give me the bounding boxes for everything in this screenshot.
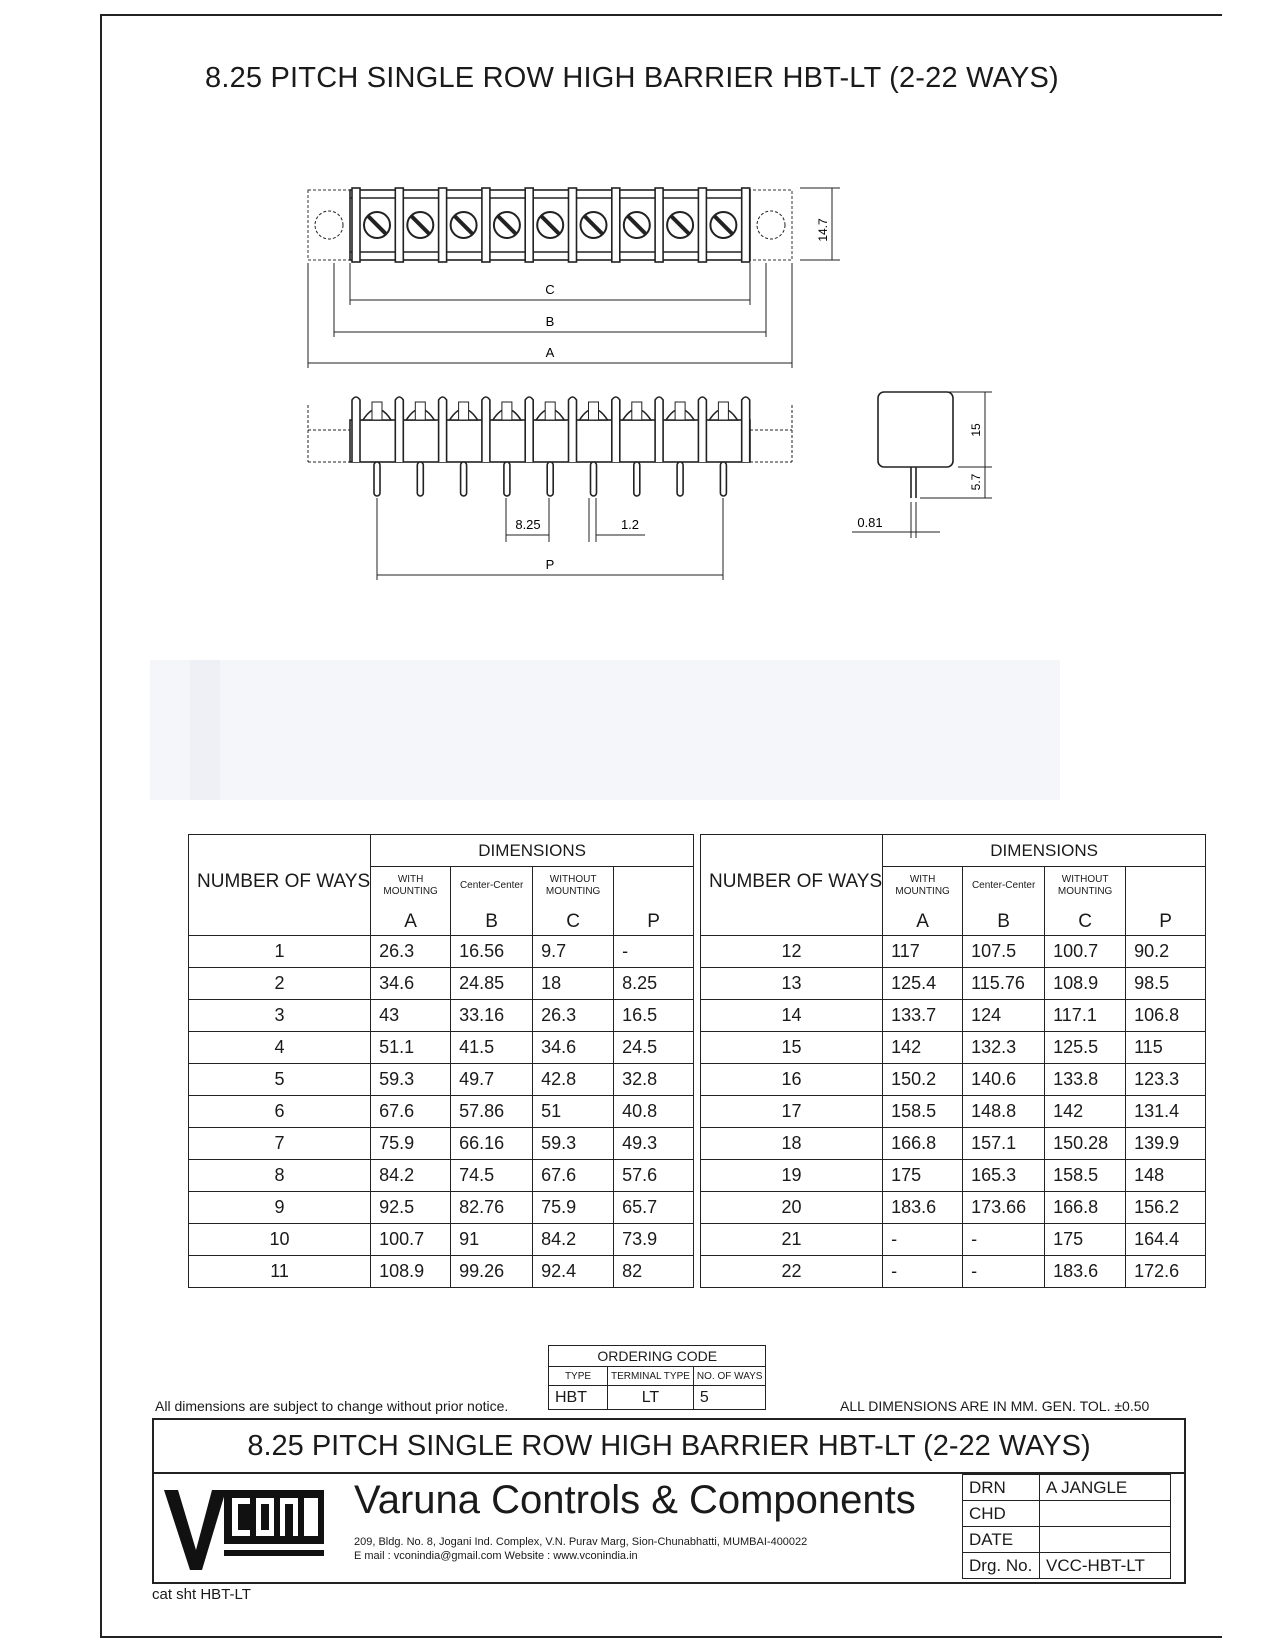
cell-dimension: - [883, 1256, 963, 1288]
cell-dimension: 18 [533, 968, 614, 1000]
cell-dimension: 42.8 [533, 1064, 614, 1096]
cell-dimension: 59.3 [371, 1064, 451, 1096]
table-row [701, 968, 1206, 1000]
cell-number-of-ways: 3 [189, 1000, 371, 1032]
cell-dimension: 26.3 [533, 1000, 614, 1032]
scan-artifact-strip [190, 660, 220, 800]
table-row [701, 1224, 1206, 1256]
table-row [189, 1032, 694, 1064]
cell-dimension: 26.3 [371, 936, 451, 968]
cell-dimension: - [614, 936, 694, 968]
drg-no-label: Drg. No. [963, 1553, 1040, 1579]
cell-dimension: 32.8 [614, 1064, 694, 1096]
cell-number-of-ways: 21 [701, 1224, 883, 1256]
barrier [612, 188, 620, 262]
header-blank [1126, 867, 1206, 906]
cell-number-of-ways: 10 [189, 1224, 371, 1256]
dim-label-b: B [545, 314, 555, 329]
header-without-mounting: WITHOUT MOUNTING [533, 867, 614, 906]
cell-dimension: 115.76 [963, 968, 1045, 1000]
cell-dimension: 148.8 [963, 1096, 1045, 1128]
cell-dimension: 166.8 [1045, 1192, 1126, 1224]
cell-number-of-ways: 11 [189, 1256, 371, 1288]
table-row [701, 1256, 1206, 1288]
table-row [189, 1096, 694, 1128]
terminal-pin [591, 462, 597, 496]
cell-dimension: 117.1 [1045, 1000, 1126, 1032]
cell-dimension: 139.9 [1126, 1128, 1206, 1160]
barrier [569, 188, 577, 262]
ordering-col-ways: NO. OF WAYS [693, 1367, 766, 1386]
barrier [742, 188, 750, 262]
table-row [189, 1192, 694, 1224]
front-view [308, 397, 792, 496]
dimensions-table-right [700, 834, 1206, 1288]
terminal-pin [634, 462, 640, 496]
terminal-pin [677, 462, 683, 496]
date-label: DATE [963, 1527, 1040, 1553]
header-with-mounting: WITH MOUNTING [883, 867, 963, 906]
cell-dimension: 59.3 [533, 1128, 614, 1160]
cell-dimension: 183.6 [883, 1192, 963, 1224]
cell-dimension: 173.66 [963, 1192, 1045, 1224]
vcon-logo [164, 1480, 324, 1572]
dim-height-top: 14.7 [816, 218, 830, 242]
cell-dimension: 150.28 [1045, 1128, 1126, 1160]
terminal-pin [504, 462, 510, 496]
cell-dimension: 124 [963, 1000, 1045, 1032]
cell-number-of-ways: 15 [701, 1032, 883, 1064]
cell-dimension: 107.5 [963, 936, 1045, 968]
header-col-c: C [533, 905, 614, 936]
barrier [352, 188, 360, 262]
terminal-block-drawing [300, 180, 1060, 620]
cell-dimension: 74.5 [451, 1160, 533, 1192]
table-row [701, 1064, 1206, 1096]
table-left-body [189, 936, 694, 1288]
cell-number-of-ways: 5 [189, 1064, 371, 1096]
cell-dimension: 51.1 [371, 1032, 451, 1064]
barrier [525, 188, 533, 262]
cell-dimension: 99.26 [451, 1256, 533, 1288]
catalog-sheet-label: cat sht HBT-LT [152, 1586, 251, 1603]
table-row [189, 1224, 694, 1256]
cell-number-of-ways: 8 [189, 1160, 371, 1192]
cell-dimension: 82.76 [451, 1192, 533, 1224]
company-name: Varuna Controls & Components [354, 1478, 916, 1522]
barrier [482, 188, 490, 262]
cell-dimension: 164.4 [1126, 1224, 1206, 1256]
cell-dimension: 51 [533, 1096, 614, 1128]
cell-dimension: 75.9 [533, 1192, 614, 1224]
cell-number-of-ways: 20 [701, 1192, 883, 1224]
table-row [189, 1256, 694, 1288]
cell-dimension: 175 [1045, 1224, 1126, 1256]
cell-dimension: 16.56 [451, 936, 533, 968]
company-contact: E mail : vconindia@gmail.com Website : www.vconindia.in [354, 1550, 638, 1562]
cell-dimension: 24.5 [614, 1032, 694, 1064]
table-row [189, 1064, 694, 1096]
table-row [701, 936, 1206, 968]
cell-dimension: 49.7 [451, 1064, 533, 1096]
cell-dimension: 165.3 [963, 1160, 1045, 1192]
header-center-center: Center-Center [451, 867, 533, 906]
cell-dimension: 123.3 [1126, 1064, 1206, 1096]
cell-number-of-ways: 6 [189, 1096, 371, 1128]
cell-dimension: - [963, 1256, 1045, 1288]
cell-dimension: 183.6 [1045, 1256, 1126, 1288]
page-title: 8.25 PITCH SINGLE ROW HIGH BARRIER HBT-LT (2-22 WAYS) [205, 62, 1059, 94]
ordering-terminal-value: LT [608, 1386, 694, 1410]
terminal-pin [374, 462, 380, 496]
cell-dimension: 106.8 [1126, 1000, 1206, 1032]
cell-dimension: 148 [1126, 1160, 1206, 1192]
cell-dimension: 125.4 [883, 968, 963, 1000]
revision-table [962, 1474, 1171, 1579]
dim-label-p: P [545, 557, 555, 572]
cell-dimension: 67.6 [371, 1096, 451, 1128]
chd-value [1040, 1501, 1171, 1527]
cell-dimension: 115 [1126, 1032, 1206, 1064]
table-row [189, 1160, 694, 1192]
dim-pin-width: 1.2 [620, 517, 640, 532]
cell-dimension: 142 [883, 1032, 963, 1064]
table-row [189, 1128, 694, 1160]
table-row [701, 1032, 1206, 1064]
cell-number-of-ways: 19 [701, 1160, 883, 1192]
cell-dimension: 91 [451, 1224, 533, 1256]
cell-dimension: 133.7 [883, 1000, 963, 1032]
cell-dimension: 156.2 [1126, 1192, 1206, 1224]
cell-dimension: 9.7 [533, 936, 614, 968]
cell-dimension: 158.5 [1045, 1160, 1126, 1192]
barrier [439, 188, 447, 262]
chd-label: CHD [963, 1501, 1040, 1527]
terminal-pin [547, 462, 553, 496]
cell-number-of-ways: 2 [189, 968, 371, 1000]
table-row [701, 1128, 1206, 1160]
ordering-code-header: ORDERING CODE [549, 1346, 766, 1367]
cell-dimension: 92.4 [533, 1256, 614, 1288]
header-dimensions: DIMENSIONS [371, 835, 694, 867]
table-row [189, 968, 694, 1000]
cell-dimension: 92.5 [371, 1192, 451, 1224]
cell-dimension: 175 [883, 1160, 963, 1192]
barrier [698, 188, 706, 262]
cell-dimension: 100.7 [371, 1224, 451, 1256]
cell-number-of-ways: 14 [701, 1000, 883, 1032]
cell-number-of-ways: 12 [701, 936, 883, 968]
cell-dimension: 133.8 [1045, 1064, 1126, 1096]
header-dimensions: DIMENSIONS [883, 835, 1206, 867]
cell-dimension: 157.1 [963, 1128, 1045, 1160]
cell-number-of-ways: 1 [189, 936, 371, 968]
cell-dimension: - [963, 1224, 1045, 1256]
cell-number-of-ways: 9 [189, 1192, 371, 1224]
terminal-pin [461, 462, 467, 496]
terminal-pin [417, 462, 423, 496]
header-col-b: B [451, 905, 533, 936]
dim-pin-length: 5.7 [969, 473, 983, 491]
cell-dimension: 108.9 [371, 1256, 451, 1288]
cell-dimension: 40.8 [614, 1096, 694, 1128]
cell-dimension: 24.85 [451, 968, 533, 1000]
cell-dimension: 16.5 [614, 1000, 694, 1032]
cell-dimension: 140.6 [963, 1064, 1045, 1096]
dim-label-c: C [545, 282, 555, 297]
cell-dimension: 82 [614, 1256, 694, 1288]
scan-artifact-band [150, 660, 1060, 800]
cell-dimension: 41.5 [451, 1032, 533, 1064]
table-row [189, 936, 694, 968]
cell-number-of-ways: 16 [701, 1064, 883, 1096]
company-address-block [354, 1535, 807, 1563]
dim-pitch: 8.25 [515, 517, 541, 532]
header-col-p: P [614, 905, 694, 936]
cell-dimension: 65.7 [614, 1192, 694, 1224]
cell-dimension: 73.9 [614, 1224, 694, 1256]
cell-dimension: 84.2 [533, 1224, 614, 1256]
terminal-pin [720, 462, 726, 496]
table-row [701, 1160, 1206, 1192]
header-col-a: A [883, 905, 963, 936]
cell-number-of-ways: 4 [189, 1032, 371, 1064]
cell-dimension: 43 [371, 1000, 451, 1032]
cell-number-of-ways: 13 [701, 968, 883, 1000]
cell-number-of-ways: 18 [701, 1128, 883, 1160]
cell-dimension: 158.5 [883, 1096, 963, 1128]
cell-dimension: 8.25 [614, 968, 694, 1000]
top-view [308, 188, 792, 262]
table-row [189, 1000, 694, 1032]
cell-number-of-ways: 7 [189, 1128, 371, 1160]
header-without-mounting: WITHOUT MOUNTING [1045, 867, 1126, 906]
drn-value: A JANGLE [1040, 1475, 1171, 1501]
cell-dimension: 49.3 [614, 1128, 694, 1160]
cell-dimension: 131.4 [1126, 1096, 1206, 1128]
cell-dimension: 98.5 [1126, 968, 1206, 1000]
cell-dimension: 67.6 [533, 1160, 614, 1192]
table-row [701, 1096, 1206, 1128]
tolerance-note: ALL DIMENSIONS ARE IN MM. GEN. TOL. ±0.50 [840, 1398, 1150, 1414]
cell-dimension: 34.6 [371, 968, 451, 1000]
header-number-of-ways: NUMBER OF WAYS [189, 835, 371, 936]
table-row [701, 1000, 1206, 1032]
title-block [152, 1418, 1186, 1584]
cell-dimension: 84.2 [371, 1160, 451, 1192]
dim-pin-thickness: 0.81 [857, 515, 883, 530]
table-row [701, 1192, 1206, 1224]
cell-number-of-ways: 17 [701, 1096, 883, 1128]
header-col-a: A [371, 905, 451, 936]
date-value [1040, 1527, 1171, 1553]
company-address: 209, Bldg. No. 8, Jogani Ind. Complex, V.N. Purav Marg, Sion-Chunabhatti, MUMBAI-400022 [354, 1536, 808, 1548]
cell-dimension: 117 [883, 936, 963, 968]
cell-dimension: 142 [1045, 1096, 1126, 1128]
barrier [395, 188, 403, 262]
ordering-col-type: TYPE [549, 1367, 608, 1386]
cell-dimension: 132.3 [963, 1032, 1045, 1064]
header-col-c: C [1045, 905, 1126, 936]
cell-dimension: 75.9 [371, 1128, 451, 1160]
dim-label-a: A [545, 345, 555, 360]
ordering-col-terminal: TERMINAL TYPE [608, 1367, 694, 1386]
dimensions-table-left [188, 834, 694, 1288]
dim-side-height: 15 [969, 423, 983, 437]
cell-dimension: 66.16 [451, 1128, 533, 1160]
cell-number-of-ways: 22 [701, 1256, 883, 1288]
drg-no-value: VCC-HBT-LT [1040, 1553, 1171, 1579]
header-with-mounting: WITH MOUNTING [371, 867, 451, 906]
cell-dimension: 172.6 [1126, 1256, 1206, 1288]
header-col-p: P [1126, 905, 1206, 936]
ordering-code-table [548, 1345, 766, 1410]
header-center-center: Center-Center [963, 867, 1045, 906]
header-col-b: B [963, 905, 1045, 936]
table-right-body [701, 936, 1206, 1288]
cell-dimension: 125.5 [1045, 1032, 1126, 1064]
title-block-title: 8.25 PITCH SINGLE ROW HIGH BARRIER HBT-LT (2-22 WAYS) [154, 1420, 1184, 1474]
change-notice: All dimensions are subject to change without prior notice. [155, 1398, 509, 1414]
cell-dimension: 166.8 [883, 1128, 963, 1160]
ordering-type-value: HBT [549, 1386, 608, 1410]
cell-dimension: - [883, 1224, 963, 1256]
cell-dimension: 100.7 [1045, 936, 1126, 968]
cell-dimension: 90.2 [1126, 936, 1206, 968]
cell-dimension: 57.6 [614, 1160, 694, 1192]
header-blank [614, 867, 694, 906]
cell-dimension: 57.86 [451, 1096, 533, 1128]
header-number-of-ways: NUMBER OF WAYS [701, 835, 883, 936]
cell-dimension: 33.16 [451, 1000, 533, 1032]
cell-dimension: 34.6 [533, 1032, 614, 1064]
ordering-ways-value: 5 [693, 1386, 766, 1410]
drn-label: DRN [963, 1475, 1040, 1501]
cell-dimension: 150.2 [883, 1064, 963, 1096]
barrier [655, 188, 663, 262]
cell-dimension: 108.9 [1045, 968, 1126, 1000]
